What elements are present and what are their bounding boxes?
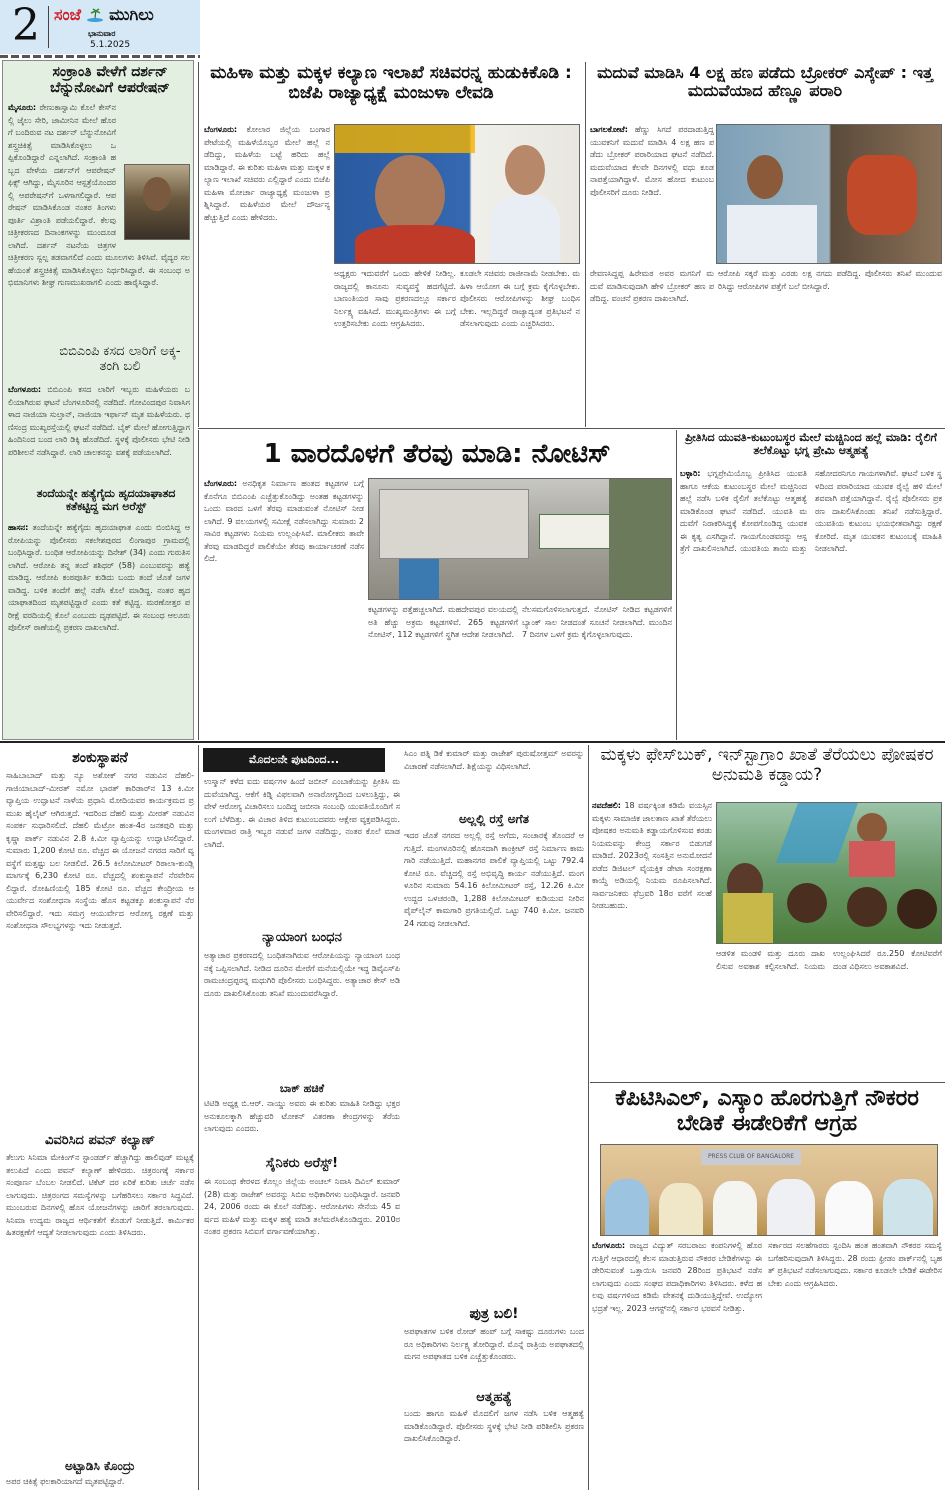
brand-logo <box>54 5 194 27</box>
suicide-subhead: ಆತ್ಮಹತ್ಯೆ <box>476 1390 512 1405</box>
dateline: ಬಾಗಲಕೋಟೆ: <box>590 125 628 134</box>
story-text: ರಾಜ್ಯದ ವಿದ್ಯುತ್ ಸರಬರಾಜು ಕಂಪನಿಗಳಲ್ಲಿ ಹೊರಗುತ್ತಿಗೆ ಆಧಾರದಲ್ಲಿ ಕೆಲಸ ಮಾಡುತ್ತಿರುವ ನೌಕರರ ಬೇಡಿಕೆಗಳನ್ನು ಈಡೇರಿಸುವಂತೆ ಒತ್ತಾಯಿಸಿ ಜನವರಿ 28ರಿಂದ ಪ್ರತಿಭಟನೆ ನಡೆಸಲಾಗುವುದು ಎಂದು ಸಂಘದ ಪದಾಧಿಕಾರಿಗಳು ತಿಳಿಸಿದರು. ಕಳೆದ ಹಲವು ವರ್ಷಗಳಿಂದ ಕಡಿಮೆ ವೇತನಕ್ಕೆ ದುಡಿಯುತ್ತಿದ್ದೇವೆ. ಉದ್ಯೋಗ ಭದ್ರತೆ ಇಲ್ಲ. 2023 ಆಗಸ್ಟ್‌ನಲ್ಲಿ ಸರ್ಕಾರ ಭರವಸೆ ನೀಡಿತ್ತು. <box>592 1241 762 1313</box>
left-story2-body <box>8 384 190 484</box>
dateline: ಹಾಸನ: <box>8 523 29 532</box>
continued-body3: ಟಿಟಿಡಿ ಅಧ್ಯಕ್ಷ ಬಿ.ಆರ್. ನಾಯ್ಡು ಅವರು ಈ ಕುರಿತು ಮಾಹಿತಿ ನೀಡಿದ್ದು ಭಕ್ತರ ಅನುಕೂಲಕ್ಕಾಗಿ ಹೆಚ್ಚುವರಿ ಟೋಕನ್ ವಿತರಣಾ ಕೇಂದ್ರಗಳನ್ನು ತೆರೆಯಲಾಗುವುದು ಎಂದರು. <box>204 1099 400 1133</box>
dateline: ಬೆಂಗಳೂರು: <box>204 479 238 488</box>
center-col3-body3: ಅಪಘಾತಗಳ ಬಳಿಕ ರೋಡ್ ಹಂಪ್ ಬಗ್ಗೆ ಸಾಕಷ್ಟು ದೂರುಗಳು ಬಂದರೂ ಅಧಿಕಾರಿಗಳು ನಿರ್ಲಕ್ಷ್ಯ ತೋರಿದ್ದಾರೆ. ಮೊನ್ನೆ ರಾತ್ರಿಯ ಅಪಘಾತದಲ್ಲಿ ಮಗನ ಅಪಘಾತದ ಬಳಿಕ ಎಚ್ಚೆತ್ತುಕೊಂಡರು. <box>404 1327 584 1361</box>
masthead-divider <box>48 6 49 48</box>
masthead <box>0 0 200 54</box>
story-text: ಬಿಬಿಎಂಪಿ ಕಸದ ಲಾರಿಗೆ ಇಬ್ಬರು ಮಹಿಳೆಯರು ಬಲಿಯಾಗಿರುವ ಘಟನೆ ಬೆಂಗಳೂರಿನಲ್ಲಿ ನಡೆದಿದೆ. ಗೋವಿಂದಪುರ ನಿವಾಸಿಗಳಾದ ನಾಜಿಯಾ ಸುಲ್ತಾನ್, ನಾಜಿಯಾ ಇರ್ಫಾನ್ ಮೃತ ಮಹಿಳೆಯರು. ಥಣಿಸಂದ್ರ ಮುಖ್ಯರಸ್ತೆಯಲ್ಲಿ ಘಟನೆ ನಡೆದಿದೆ. ಬೈಕ್ ಮೇಲೆ ಹೋಗುತ್ತಿದ್ದಾಗ ಹಿಂದಿನಿಂದ ಬಂದ ಲಾರಿ ಡಿಕ್ಕಿ ಹೊಡೆದಿದೆ. ಸ್ಥಳಕ್ಕೆ ಪೊಲೀಸರು ಭೇಟಿ ನೀಡಿ ಪರಿಶೀಲನೆ ನಡೆಸಿದ್ದಾರೆ. ಲಾರಿ ಚಾಲಕನನ್ನು ವಶಕ್ಕೆ ಪಡೆಯಲಾಗಿದೆ. <box>8 385 190 457</box>
continued-body4: ಈ ಸಂಬಂಧ ಕೇರಳದ ಕೊಲ್ಲಂ ಜಿಲ್ಲೆಯ ಅಂಚಲ್ ನಿವಾಸಿ ದಿವಿಲ್ ಕುಮಾರ್ (28) ಮತ್ತು ರಾಜೇಶ್ ಅವರನ್ನು ಸಿಬಿಐ ಅಧಿಕಾರಿಗಳು ಬಂಧಿಸಿದ್ದಾರೆ. ಜನವರಿ 24, 2006 ರಂದು ಈ ಕೊಲೆ ನಡೆದಿತ್ತು. ಆರೋಪಿಗಳು ಸೇನೆಯ 45 ವರ್ಷದ ಮಹಿಳೆ ಮತ್ತು ಮಕ್ಕಳ ಹತ್ಯೆ ಮಾಡಿ ತಲೆಮರೆಸಿಕೊಂಡಿದ್ದರು. 2010ರ ನಂತರ ಪ್ರಕರಣ ಸಿಬಿಐಗೆ ವರ್ಗಾವಣೆಯಾಗಿತ್ತು. <box>204 1177 400 1236</box>
section-rule <box>0 741 945 743</box>
wedding-photo <box>716 124 942 264</box>
press-club-photo <box>600 1144 938 1236</box>
mid-center-body1 <box>204 478 364 734</box>
left-story2-headline: ಬಿಬಿಎಂಪಿ ಕಸದ ಲಾರಿಗೆ ಅಕ್ಕ-ತಂಗಿ ಬಲಿ <box>59 344 181 374</box>
story-text: ಕೋಲಾರ ಜಿಲ್ಲೆಯ ಬಂಗಾರಪೇಟೆಯಲ್ಲಿ ಮಹಿಳೆಯೊಬ್ಬರ ಮೇಲೆ ಹಲ್ಲೆ ನಡೆದಿದ್ದು, ಮಹಿಳೆಯ ಬಟ್ಟೆ ಹರಿದು ಹಲ್ಲೆ ಮಾಡಿದ್ದಾರೆ. ಈ ಕುರಿತು ಮಹಿಳಾ ಮತ್ತು ಮಕ್ಕಳ ಕಲ್ಯಾಣ ಇಲಾಖೆ ಸಚಿವರು ಎಲ್ಲಿದ್ದಾರೆ ಎಂದು ಬಿಜೆಪಿ ಮಹಿಳಾ ಮೋರ್ಚಾ ರಾಜ್ಯಾಧ್ಯಕ್ಷೆ ಮಂಜುಳಾ ಪ್ರಶ್ನಿಸಿದ್ದಾರೆ. ಮಹಿಳೆಯರ ಮೇಲೆ ದೌರ್ಜನ್ಯ ಹೆಚ್ಚುತ್ತಿದೆ ಎಂದು ಹೇಳಿದರು. <box>204 125 330 222</box>
brand-name-part1: ಸಂಜೆ <box>54 5 81 24</box>
attadisi-kondru-headline: ಅಟ್ಟಾಡಿಸಿ ಕೊಂದ್ರು <box>65 1459 135 1473</box>
son-died-subhead: ಪುತ್ರ ಬಲಿ! <box>469 1306 519 1322</box>
mid-right-headline: ಪ್ರೀತಿಸಿದ ಯುವತಿ-ಕುಟುಂಬಸ್ಥರ ಮೇಲೆ ಮಚ್ಚಿನಿಂದ ಹಲ್ಲೆ ಮಾಡಿ: ರೈಲಿಗೆ ತಲೆಕೊಟ್ಟು ಭಗ್ನ ಪ್ರೇಮಿ ಆತ್ಮಹತ್ಯೆ <box>685 431 937 457</box>
continued-banner <box>203 748 385 772</box>
top-center-body1 <box>204 124 330 264</box>
children-phones-photo <box>716 802 942 944</box>
column-rule <box>198 745 199 1490</box>
kptcl-body2: ಸರ್ಕಾರದ ಸಲಹೆಗಾರರು ಸ್ಪಂದಿಸಿ ಹಂತ ಹಂತವಾಗಿ ನೌಕರರ ಸಮಸ್ಯೆ ಬಗೆಹರಿಸುವುದಾಗಿ ತಿಳಿಸಿದ್ದರು. 28 ರಂದು ಫ್ರೀಡಂ ಪಾರ್ಕ್‌ನಲ್ಲಿ ಬೃಹತ್ ಪ್ರತಿಭಟನೆ ನಡೆಸಲಾಗುವುದು. ಸರ್ಕಾರ ಕೂಡಲೇ ಬೇಡಿಕೆ ಈಡೇರಿಸಬೇಕು ಎಂದು ಆಗ್ರಹಿಸಿದರು. <box>768 1241 942 1288</box>
issue-day: ಭಾನುವಾರ <box>88 29 116 38</box>
column-rule <box>676 430 677 740</box>
dateline: ಬೆಂಗಳೂರು: <box>592 1241 626 1250</box>
building-photo <box>368 478 672 600</box>
story-text: ಭಗ್ನಪ್ರೇಮಿಯೊಬ್ಬ ಪ್ರೀತಿಸಿದ ಯುವತಿ ಹಾಗೂ ಆಕೆಯ ಕುಟುಂಬಸ್ಥರ ಮೇಲೆ ಮಚ್ಚಿನಿಂದ ಹಲ್ಲೆ ನಡೆಸಿ ಬಳಿಕ ರೈಲಿಗೆ ತಲೆಕೊಟ್ಟು ಆತ್ಮಹತ್ಯೆ ಮಾಡಿಕೊಂಡ ಘಟನೆ ನಡೆದಿದೆ. ಯುವತಿ ಮದುವೆಗೆ ನಿರಾಕರಿಸಿದ್ದಕ್ಕೆ ಕೋಪಗೊಂಡಿದ್ದ ಯುವಕ ಈ ಕೃತ್ಯ ಎಸಗಿದ್ದಾನೆ. ಗಾಯಗೊಂಡವರನ್ನು ಆಸ್ಪತ್ರೆಗೆ ದಾಖಲಿಸಲಾಗಿದೆ. ಯುವತಿಯ ತಾಯಿ ಮತ್ತು ಸಹೋದರನಿಗೂ ಗಾಯಗಳಾಗಿವೆ. ಘಟನೆ ಬಳಿಕ ಸ್ಥಳದಿಂದ ಪರಾರಿಯಾದ ಯುವಕ ರೈಲ್ವೆ ಹಳಿ ಮೇಲೆ ಶವವಾಗಿ ಪತ್ತೆಯಾಗಿದ್ದಾನೆ. ರೈಲ್ವೆ ಪೊಲೀಸರು ಪ್ರಕರಣ ದಾಖಲಿಸಿಕೊಂಡು ತನಿಖೆ ನಡೆಸುತ್ತಿದ್ದಾರೆ. ಯುವತಿಯ ಕುಟುಂಬ ಭಯಭೀತವಾಗಿದ್ದು ರಕ್ಷಣೆ ಕೋರಿದೆ. ಮೃತ ಯುವಕನ ಕುಟುಂಬಕ್ಕೆ ಮಾಹಿತಿ ನೀಡಲಾಗಿದೆ. <box>680 469 942 553</box>
left-story1-headline: ಸಂಕ್ರಾಂತಿ ವೇಳೆಗೆ ದರ್ಶನ್ ಬೆನ್ನುನೋವಿಗೆ ಆಪರೇಷನ್ <box>50 64 170 97</box>
dateline: ಬೆಂಗಳೂರು: <box>204 125 238 134</box>
column-rule <box>588 745 589 1490</box>
continued-label: ಮೊದಲನೇ ಪುಟದಿಂದ... <box>248 753 340 766</box>
dateline: ಮೈಸೂರು: <box>8 103 37 112</box>
dateline: ಬಳ್ಳಾರಿ: <box>680 469 701 478</box>
section-rule <box>590 1082 945 1083</box>
palm-island-icon <box>86 7 104 21</box>
story-text: ಅನಧಿಕೃತ ನಿರ್ಮಾಣ ಹಂತದ ಕಟ್ಟಡಗಳ ಬಗ್ಗೆ ಕೊನೆಗೂ ಬಿಬಿಎಂಪಿ ಎಚ್ಚೆತ್ತುಕೊಂಡಿದ್ದು ಅಂತಹ ಕಟ್ಟಡಗಳನ್ನು ಒಂದು ವಾರದ ಒಳಗೆ ತೆರವು ಮಾಡುವಂತೆ ನೋಟಿಸ್ ನೀಡಲಾಗಿದೆ. 9 ವಲಯಗಳಲ್ಲಿ ಸಮೀಕ್ಷೆ ನಡೆಸಲಾಗಿದ್ದು ಸುಮಾರು 2 ಸಾವಿರ ಕಟ್ಟಡಗಳು ನಿಯಮ ಉಲ್ಲಂಘಿಸಿವೆ. ಮಾಲೀಕರು ತಾವೇ ತೆರವು ಮಾಡದಿದ್ದರೆ ಪಾಲಿಕೆಯೇ ತೆರವು ಕಾರ್ಯಾಚರಣೆ ನಡೆಸಲಿದೆ. <box>204 479 364 563</box>
brand-name-part2: ಮುಗಿಲು <box>109 5 154 24</box>
top-right-body1 <box>590 124 714 264</box>
center-col3-body1: ಸಿಎಂ ಪತ್ನಿ ಡಿಕೆ ಕುಮಾರ್ ಮತ್ತು ರಾಜೇಶ್ ಪುರುಷೋತ್ತಮ್ ಅವರನ್ನು ವಿಚಾರಣೆ ನಡೆಸಲಾಗಿದೆ. ಶಿಕ್ಷೆಯನ್ನು ವಿಧಿಸಲಾಗಿದೆ. <box>404 749 584 771</box>
soldiers-arrest-subhead: ಸೈನಿಕರು ಅರೆಸ್ಟ್! <box>265 1156 339 1171</box>
top-right-headline: ಮದುವೆ ಮಾಡಿಸಿ 4 ಲಕ್ಷ ಹಣ ಪಡೆದು ಬ್ರೋಕರ್ ಎಸ್ಕೇಪ್ : ಇತ್ತ ಮದುವೆಯಾದ ಹೆಣ್ಣೂ ಪರಾರಿ <box>597 63 933 101</box>
center-col3-body2: ಇದರ ಜೊತೆ ನಗರದ ಅಲ್ಲಲ್ಲಿ ರಸ್ತೆ ಅಗೆದು, ಸಂಚಾರಕ್ಕೆ ತೊಂದರೆ ಆಗುತ್ತಿದೆ. ಮಂಗಳೂರಿನಲ್ಲಿ ಹೊಸದಾಗಿ ಕಾಂಕ್ರೀಟ್ ರಸ್ತೆ ನಿರ್ಮಾಣ ಕಾಮಗಾರಿ ನಡೆಯುತ್ತಿದೆ. ಮಹಾನಗರ ಪಾಲಿಕೆ ವ್ಯಾಪ್ತಿಯಲ್ಲಿ ಒಟ್ಟು 792.4 ಕೋಟಿ ರೂ. ವೆಚ್ಚದಲ್ಲಿ ರಸ್ತೆ ಅಭಿವೃದ್ಧಿ ಕಾರ್ಯ ನಡೆಯುತ್ತಿದೆ. ಮಂಗಳೂರಿನ ಸುಮಾರು 54.16 ಕಿಲೋಮೀಟರ್ ರಸ್ತೆ, 12.26 ಕಿ.ಮೀ ಉದ್ದದ ಒಳಚರಂಡಿ, 1,288 ಕಿಲೋಮೀಟರ್ ಕುಡಿಯುವ ನೀರಿನ ಪೈಪ್‌ಲೈನ್ ಕಾಮಗಾರಿ ಪ್ರಗತಿಯಲ್ಲಿದೆ. ಒಟ್ಟು 740 ಕಿ.ಮೀ. ಜನವರಿ 24 ಗಡುವು ನೀಡಲಾಗಿದೆ. <box>404 831 584 928</box>
column-rule <box>198 62 199 427</box>
continued-body1: ಉಸ್ಮಾನ್ ಕಳೆದ ಐದು ವರ್ಷಗಳ ಹಿಂದೆ ಜಬೀನ್ ಎಂಬಾಕೆಯನ್ನು ಪ್ರೀತಿಸಿ ಮದುವೆಯಾಗಿದ್ದ. ಆಕೆಗೆ ಕಿಡ್ನಿ ವಿಫಲವಾಗಿ ಅನಾರೋಗ್ಯದಿಂದ ಬಳಲುತ್ತಿದ್ದು, ಈ ವೇಳೆ ಆರೋಗ್ಯ ವಿಚಾರಿಸಲು ಬಂದಿದ್ದ ಜಬೀನಾ ಸಂಬಂಧಿ ಯುವತಿಯೊಂದಿಗೆ ಸಲುಗೆ ಬೆಳೆದಿತ್ತು. ಈ ವಿಚಾರ ತಿಳಿದ ಕುಟುಂಬದವರು ಆಕ್ಷೇಪ ವ್ಯಕ್ತಪಡಿಸಿದ್ದರು. ಮಂಗಳವಾರ ರಾತ್ರಿ ಇಬ್ಬರ ನಡುವೆ ಜಗಳ ನಡೆದಿದ್ದು, ನಂತರ ಕೊಲೆ ಮಾಡಲಾಗಿದೆ. <box>204 777 400 849</box>
darshan-photo <box>124 164 190 240</box>
column-rule <box>198 430 199 740</box>
top-center-headline: ಮಹಿಳಾ ಮತ್ತು ಮಕ್ಕಳ ಕಲ್ಯಾಣ ಇಲಾಖೆ ಸಚಿವರನ್ನ ಹುಡುಕಿಕೊಡಿ : ಬಿಜೆಪಿ ರಾಜ್ಯಾಧ್ಯಕ್ಷೆ ಮಂಜುಳಾ ಲೇವಡಿ <box>210 63 572 103</box>
left-story3-headline: ತಂದೆಯನ್ನೇ ಹತ್ಯೆಗೈದು ಹೃದಯಾಘಾತದ ಕತೆಕಟ್ಟಿದ್ದ ಮಗ ಅರೆಸ್ಟ್ <box>36 487 176 513</box>
shankusthapane-headline: ಶಂಕುಸ್ಥಾಪನೆ <box>72 750 128 766</box>
top-right-body2: ರೇವಣಸಿದ್ದಪ್ಪ ಹಿರೇಮಠ ಅವರ ಮಗನಿಗೆ ಮದುವೆ ಮಾಡಿಸುವುದಾಗಿ ಹೇಳಿ ಬ್ರೋಕರ್ ಹಣ ಪಡೆದಿದ್ದ. ವಂಚನೆ ಪ್ರಕರಣ ದಾಖಲಾಗಿದೆ. <box>590 269 714 303</box>
judicial-custody-subhead: ನ್ಯಾಯಾಂಗ ಬಂಧನ <box>262 930 342 945</box>
masthead-dash-rule <box>0 55 200 58</box>
top-center-body3: ಕೂಡಲೇ ಸಚಿವರು ರಾಜೀನಾಮೆ ನೀಡಬೇಕು. ಮಹಿಳಾ ಆಯೋಗ ಈ ಬಗ್ಗೆ ಕ್ರಮ ಕೈಗೊಳ್ಳಬೇಕು. ಪೊಲೀಸರು ಆರೋಪಿಗಳನ್ನು ಶೀಘ್ರ ಬಂಧಿಸಬೇಕು. ಇಲ್ಲದಿದ್ದರೆ ರಾಜ್ಯಾದ್ಯಂತ ಪ್ರತಿಭಟನೆ ನಡೆಸಲಾಗುವುದು ಎಂದು ಎಚ್ಚರಿಸಿದರು. <box>460 269 580 328</box>
page-number: 2 <box>12 0 40 51</box>
attadisi-kondru-body: ಅಪರ ಚಿಕಿತ್ಸೆ ಫಲಕಾರಿಯಾಗದೆ ಮೃತಪಟ್ಟಿದ್ದಾರೆ. <box>6 1477 125 1486</box>
manjula-photo <box>334 124 580 264</box>
top-right-body3: ಆರೋಪಿ ಸಕ್ಕರೆ ಮತ್ತು ಎರಡು ಲಕ್ಷ ನಗದು ಪಡೆದಿದ್ದ. ಪೊಲೀಸರು ತನಿಖೆ ಮುಂದುವರಿಸಿದ್ದು ಆರೋಪಿಗಳ ಪತ್ತೆಗೆ ಬಲೆ ಬೀಸಿದ್ದಾರೆ. <box>718 269 942 291</box>
road-digging-subhead: ಅಲ್ಲಲ್ಲಿ ರಸ್ತೆ ಅಗೆತ <box>459 812 529 826</box>
social-media-body1 <box>592 800 712 1016</box>
center-col3-body4: ಬಂದು ಹಾಗೂ ಮಹಿಳೆ ಮೊದಲಿಗೆ ಜಗಳ ನಡೆಸಿ ಬಳಿಕ ಆತ್ಮಹತ್ಯೆ ಮಾಡಿಕೊಂಡಿದ್ದಾರೆ. ಪೊಲೀಸರು ಸ್ಥಳಕ್ಕೆ ಭೇಟಿ ನೀಡಿ ಪರಿಶೀಲಿಸಿ ಪ್ರಕರಣ ದಾಖಲಿಸಿಕೊಂಡಿದ್ದಾರೆ. <box>404 1409 584 1443</box>
bakki-subhead: ಬಾಕ್ ಹಚಿಕೆ <box>279 1082 325 1095</box>
mid-center-body2: ಕಟ್ಟಡಗಳನ್ನು ಪತ್ತೆಹಚ್ಚಲಾಗಿದೆ. ಮಹದೇವಪುರ ವಲಯದಲ್ಲಿ ಅತಿ ಹೆಚ್ಚು ಅಕ್ರಮ ಕಟ್ಟಡಗಳಿವೆ. 265 ಕಟ್ಟಡಗಳಿಗೆ ನೋಟಿಸ್, 112 ಕಟ್ಟಡಗಳಿಗೆ ಸ್ಥಗಿತ ಆದೇಶ ನೀಡಲಾಗಿದೆ. <box>368 605 518 639</box>
mid-right-body <box>680 468 942 734</box>
story-text: 18 ವರ್ಷಕ್ಕಿಂತ ಕಡಿಮೆ ವಯಸ್ಸಿನ ಮಕ್ಕಳು ಸಾಮಾಜಿಕ ಜಾಲತಾಣ ಖಾತೆ ತೆರೆಯಲು ಪೋಷಕರ ಅನುಮತಿ ಕಡ್ಡಾಯಗೊಳಿಸುವ ಕರಡು ನಿಯಮವನ್ನು ಕೇಂದ್ರ ಸರ್ಕಾರ ಬಿಡುಗಡೆ ಮಾಡಿದೆ. 2023ರಲ್ಲಿ ಸಂಸತ್ತಿನ ಅನುಮೋದನೆ ಪಡೆದ ಡಿಜಿಟಲ್ ವೈಯಕ್ತಿಕ ಡೇಟಾ ಸಂರಕ್ಷಣಾ ಕಾಯ್ದೆ ಅಡಿಯಲ್ಲಿ ನಿಯಮ ರೂಪಿಸಲಾಗಿದೆ. ಸಾರ್ವಜನಿಕರು ಫೆಬ್ರವರಿ 18ರ ವರೆಗೆ ಸಲಹೆ ನೀಡಬಹುದು. <box>592 801 712 910</box>
shankusthapane-body: ಸಾಹಿಬಾಬಾದ್ ಮತ್ತು ನ್ಯೂ ಅಶೋಕ್ ನಗರ ನಡುವಿನ ದೆಹಲಿ-ಗಾಜಿಯಾಬಾದ್-ಮೀರತ್ ನಮೋ ಭಾರತ್ ಕಾರಿಡಾರ್‌ನ 13 ಕಿ.ಮೀ ವ್ಯಾಪ್ತಿಯ ಉದ್ಘಾಟನೆ ನಾಳೆಯ ಪ್ರಧಾನಿ ಮೋದಿಯವರ ಕಾರ್ಯಕ್ರಮದ ಪ್ರಮುಖ ಹೈಲೈಟ್ ಆಗಿರುತ್ತದೆ. ಇದರಿಂದ ದೆಹಲಿ ಮತ್ತು ಮೀರತ್ ನಡುವಿನ ಸಂಪರ್ಕ ಸುಧಾರಿಸಲಿದೆ. ದೆಹಲಿ ಮೆಟ್ರೋ ಹಂತ-4ರ ಜನಕಪುರಿ ಮತ್ತು ಕೃಷ್ಣಾ ಪಾರ್ಕ್ ನಡುವಿನ 2.8 ಕಿ.ಮೀ ವ್ಯಾಪ್ತಿಯನ್ನು ಉದ್ಘಾಟಿಸಲಿದ್ದಾರೆ. ಸುಮಾರು 1,200 ಕೋಟಿ ರೂ. ವೆಚ್ಚದ ಈ ಯೋಜನೆ ನಗರದ ಸಾರಿಗೆ ವ್ಯವಸ್ಥೆಗೆ ಮತ್ತಷ್ಟು ಬಲ ನೀಡಲಿದೆ. 26.5 ಕಿಲೋಮೀಟರ್ ರಿಠಾಲಾ-ಕುಂಡ್ಲಿ ಮಾರ್ಗಕ್ಕೆ 6,230 ಕೋಟಿ ರೂ. ವೆಚ್ಚದಲ್ಲಿ ಶಂಕುಸ್ಥಾಪನೆ ನೆರವೇರಿಸಲಿದ್ದಾರೆ. ರೋಹಿಣಿಯಲ್ಲಿ 185 ಕೋಟಿ ರೂ. ವೆಚ್ಚದ ಕೇಂದ್ರೀಯ ಆಯುರ್ವೇದ ಸಂಶೋಧನಾ ಸಂಸ್ಥೆಯ ಹೊಸ ಕಟ್ಟಡಕ್ಕೂ ಶಂಕುಸ್ಥಾಪನೆ ನೆರವೇರಿಸಲಿದ್ದಾರೆ. ಇದು ಸಮಗ್ರ ಆಯುರ್ವೇದ ಆರೋಗ್ಯ ರಕ್ಷಣೆ ಮತ್ತು ಸಂಶೋಧನಾ ಸೌಲಭ್ಯಗಳನ್ನು ಇದು ನೀಡುತ್ತದೆ. <box>6 771 194 930</box>
kptcl-body1 <box>592 1240 762 1488</box>
social-media-body2: ಆಡಳಿತ ಮಂಡಳಿ ಮತ್ತು ದೂರು ದಾಖಲಿಸುವ ಅವಕಾಶ ಕಲ್ಪಿಸಲಾಗಿದೆ. ನಿಯಮ ಉಲ್ಲಂಘಿಸಿದರೆ ರೂ.250 ಕೋಟಿವರೆಗೆ ದಂಡ ವಿಧಿಸಲು ಅವಕಾಶವಿದೆ. <box>716 949 942 971</box>
top-center-body2: ಅಧ್ಯಕ್ಷರು ಇದುವರೆಗೆ ಒಂದು ಹೇಳಿಕೆ ನೀಡಿಲ್ಲ. ರಾಜ್ಯದಲ್ಲಿ ಕಾನೂನು ಸುವ್ಯವಸ್ಥೆ ಹದಗೆಟ್ಟಿದೆ. ಬಾಣಂತಿಯರ ಸಾವು ಪ್ರಕರಣದಲ್ಲೂ ಸರ್ಕಾರ ನಿರ್ಲಕ್ಷ್ಯ ವಹಿಸಿದೆ. ಮುಖ್ಯಮಂತ್ರಿಗಳು ಈ ಬಗ್ಗೆ ಉತ್ತರಿಸಬೇಕು ಎಂದು ಆಗ್ರಹಿಸಿದರು. <box>334 269 456 328</box>
story-text: ಹೆಣ್ಣು ಸಿಗದೆ ಪರದಾಡುತ್ತಿದ್ದ ಯುವಕನಿಗೆ ಮದುವೆ ಮಾಡಿಸಿ 4 ಲಕ್ಷ ಹಣ ಪಡೆದು ಬ್ರೋಕರ್ ಪರಾರಿಯಾದ ಘಟನೆ ನಡೆದಿದೆ. ಮದುವೆಯಾದ ಕೆಲವೇ ದಿನಗಳಲ್ಲಿ ವಧು ಕೂಡ ನಾಪತ್ತೆಯಾಗಿದ್ದಾಳೆ. ಮೋಸ ಹೋದ ಕುಟುಂಬ ಪೊಲೀಸರಿಗೆ ದೂರು ನೀಡಿದೆ. <box>590 125 714 197</box>
dateline: ನವದೆಹಲಿ: <box>592 801 621 810</box>
continued-body2: ಅತ್ಯಾಚಾರ ಪ್ರಕರಣದಲ್ಲಿ ಬಂಧಿತನಾಗಿರುವ ಆರೋಪಿಯನ್ನು ನ್ಯಾಯಾಂಗ ಬಂಧನಕ್ಕೆ ಒಪ್ಪಿಸಲಾಗಿದೆ. ನೀಡಿದ ದೂರಿನ ಮೇರೆಗೆ ಮನೆಯಲ್ಲಿಯೇ ಇದ್ದ ಡಿವೈಎಸ್‌ಪಿ ರಾಮಚಂದ್ರಪ್ಪರನ್ನ ಮಧುಗಿರಿ ಪೊಲೀಸರು ಬಂಧಿಸಿದ್ದರು. ಅತ್ಯಾಚಾರ ಕೇಸ್ ಅಡಿ ದೂರು ದಾಖಲಿಸಿಕೊಂಡು ತನಿಖೆ ಮುಂದುವರೆಸಿದ್ದಾರೆ. <box>204 951 400 998</box>
mid-center-headline: 1 ವಾರದೊಳಗೆ ತೆರವು ಮಾಡಿ: ನೋಟಿಸ್ <box>263 439 611 469</box>
story-text: ರೇಣುಕಾಸ್ವಾಮಿ ಕೊಲೆ ಕೇಸ್‌ನಲ್ಲಿ ಜೈಲು ಸೇರಿ, ಜಾಮೀನಿನ ಮೇಲೆ ಹೊರಗೆ ಬಂದಿರುವ ನಟ ದರ್ಶನ್ ಬೆನ್ನುನೋವಿಗೆ ಶಸ್ತ್ರಚಿಕಿತ್ಸೆ ಮಾಡಿಸಿಕೊಳ್ಳಲು ಒಪ್ಪಿಕೊಂಡಿದ್ದಾರೆ ಎನ್ನಲಾಗಿದೆ. ಸಂಕ್ರಾಂತಿ ಹಬ್ಬದ ವೇಳೆಯ ದರ್ಶನ್‌ಗೆ ಆಪರೇಷನ್ ಫಿಕ್ಸ್ ಆಗಿದ್ದು, ಮೈಸೂರಿನ ಆಸ್ಪತ್ರೆಯೊಂದರಲ್ಲಿ ಆಪರೇಷನ್‌ಗೆ ಒಳಗಾಗಲಿದ್ದಾರೆ. ಆಪರೇಷನ್ ಮಾಡಿಸಿಕೊಂಡ ನಂತರ ತಿಂಗಳು ಪೂರ್ತಿ ವಿಶ್ರಾಂತಿ ಪಡೆಯಲಿದ್ದಾರೆ. ಕೆಲವು ಚಿತ್ರೀಕರಣದ ದಿನಾಂಕಗಳನ್ನು ಮುಂದೂಡಲಾಗಿದೆ. ದರ್ಶನ್ ನಟನೆಯ ಚಿತ್ರಗಳ ಚಿತ್ರೀಕರಣ ಸ್ವಲ್ಪ ತಡವಾಗಲಿದೆ ಎಂದು ಮೂಲಗಳು ತಿಳಿಸಿವೆ. ವೈದ್ಯರ ಸಲಹೆಯಂತೆ ಶಸ್ತ್ರಚಿಕಿತ್ಸೆ ಮಾಡಿಸಿಕೊಳ್ಳಲು ನಿರ್ಧರಿಸಿದ್ದಾರೆ. ಈ ಸಂಬಂಧ ಅಭಿಮಾನಿಗಳು ಶೀಘ್ರ ಗುಣಮುಖರಾಗಲಿ ಎಂದು ಹಾರೈಸಿದ್ದಾರೆ. <box>8 103 190 287</box>
section-rule <box>198 428 945 429</box>
story-text: ತಂದೆಯನ್ನೇ ಹತ್ಯೆಗೈದು ಹೃದಯಾಘಾತ ಎಂದು ಬಿಂಬಿಸಿದ್ದ ಆರೋಪಿಯನ್ನು ಪೊಲೀಸರು ಸಕಲೇಶಪುರದ ಲಿಂಗಾಪುರ ಗ್ರಾಮದಲ್ಲಿ ಬಂಧಿಸಿದ್ದಾರೆ. ಬಂಧಿತ ಆರೋಪಿಯನ್ನು ದಿನೇಶ್ (34) ಎಂದು ಗುರುತಿಸಲಾಗಿದೆ. ಆರೋಪಿ ತನ್ನ ತಂದೆ ಶಶಿಧರ್ (58) ಎಂಬುವರನ್ನು ಹತ್ಯೆ ಮಾಡಿದ್ದ. ಆರೋಪಿ ಕಂಠಪೂರ್ತಿ ಕುಡಿದು ಬಂದು ತಂದೆ ಜೊತೆ ಜಗಳವಾಡಿದ್ದ. ಬಳಿಕ ತಂದೆಗೆ ಹಲ್ಲೆ ನಡೆಸಿ ಕೊಲೆ ಮಾಡಿದ್ದ. ನಂತರ ಹೃದಯಾಘಾತದಿಂದ ಮೃತಪಟ್ಟಿದ್ದಾರೆ ಎಂದು ಕತೆ ಕಟ್ಟಿದ್ದ. ಮರಣೋತ್ತರ ಪರೀಕ್ಷೆ ವರದಿಯಲ್ಲಿ ಕೊಲೆ ಎಂಬುದು ದೃಢಪಟ್ಟಿದೆ. ಈ ಸಂಬಂಧ ಆಲೂರು ಪೊಲೀಸ್ ಠಾಣೆಯಲ್ಲಿ ಪ್ರಕರಣ ದಾಖಲಾಗಿದೆ. <box>8 523 190 632</box>
pawan-kalyan-body: ತೆಲುಗು ಸಿನಿಮಾ ಮೇಕಿಂಗ್‌ನ ಸ್ಟಾಂಡರ್ಡ್ ಹೆಚ್ಚಾಗಿದ್ದು ಹಾಲಿವುಡ್ ಮಟ್ಟಕ್ಕೆ ತಲುಪಿದೆ ಎಂದು ಪವನ್ ಕಲ್ಯಾಣ್ ಹೇಳಿದರು. ಚಿತ್ರರಂಗಕ್ಕೆ ಸರ್ಕಾರ ಸಂಪೂರ್ಣ ಬೆಂಬಲ ನೀಡಲಿದೆ. ಟಿಕೆಟ್ ದರ ಏರಿಕೆ ಕುರಿತು ಚರ್ಚೆ ನಡೆಸಲಾಗುವುದು. ಚಿತ್ರರಂಗದ ಸಮಸ್ಯೆಗಳನ್ನು ಬಗೆಹರಿಸಲು ಸರ್ಕಾರ ಸಿದ್ಧವಿದೆ. ಮುಂಬರುವ ದಿನಗಳಲ್ಲಿ ಹೊಸ ಯೋಜನೆಗಳನ್ನು ಜಾರಿಗೆ ತರಲಾಗುವುದು. ಸಿನಿಮಾ ಉದ್ಯಮ ರಾಜ್ಯದ ಆರ್ಥಿಕತೆಗೆ ಕೊಡುಗೆ ನೀಡುತ್ತಿದೆ. ಕಾರ್ಮಿಕರ ಹಿತರಕ್ಷಣೆಗೆ ಆದ್ಯತೆ ನೀಡಲಾಗುವುದು ಎಂದು ತಿಳಿಸಿದರು. <box>6 1153 194 1237</box>
press-club-sign: PRESS CLUB OF BANGALORE <box>701 1149 801 1165</box>
pawan-kalyan-headline: ವಿವರಿಸಿದ ಪವನ್ ಕಲ್ಯಾಣ್ <box>45 1133 155 1148</box>
left-story3-body <box>8 522 190 736</box>
dateline: ಬೆಂಗಳೂರು: <box>8 385 42 394</box>
mid-center-body3: ನೆಲಸಮಗೊಳಿಸಲಾಗುತ್ತದೆ. ನೋಟಿಸ್ ನೀಡಿದ ಕಟ್ಟಡಗಳಿಗೆ ಬ್ಯಾಂಕ್ ಸಾಲ ನೀಡದಂತೆ ಸೂಚನೆ ನೀಡಲಾಗಿದೆ. ಮುಂದಿನ 7 ದಿನಗಳ ಒಳಗೆ ಕ್ರಮ ಕೈಗೊಳ್ಳಲಾಗುವುದು. <box>522 605 672 639</box>
column-rule <box>585 62 586 427</box>
kptcl-headline: ಕೆಪಿಟಿಸಿಎಲ್, ಎಸ್ಕಾಂ ಹೊರಗುತ್ತಿಗೆ ನೌಕರರ ಬೇಡಿಕೆ ಈಡೇರಿಕೆಗೆ ಆಗ್ರಹ <box>615 1086 919 1137</box>
social-media-headline: ಮಕ್ಕಳು ಫೇಸ್‌ಬುಕ್, ಇನ್‌ಸ್ಟಾಗ್ರಾಂ ಖಾತೆ ತೆರೆಯಲು ಪೋಷಕರ ಅನುಮತಿ ಕಡ್ಡಾಯ? <box>600 745 934 785</box>
issue-date: 5.1.2025 <box>90 40 131 50</box>
